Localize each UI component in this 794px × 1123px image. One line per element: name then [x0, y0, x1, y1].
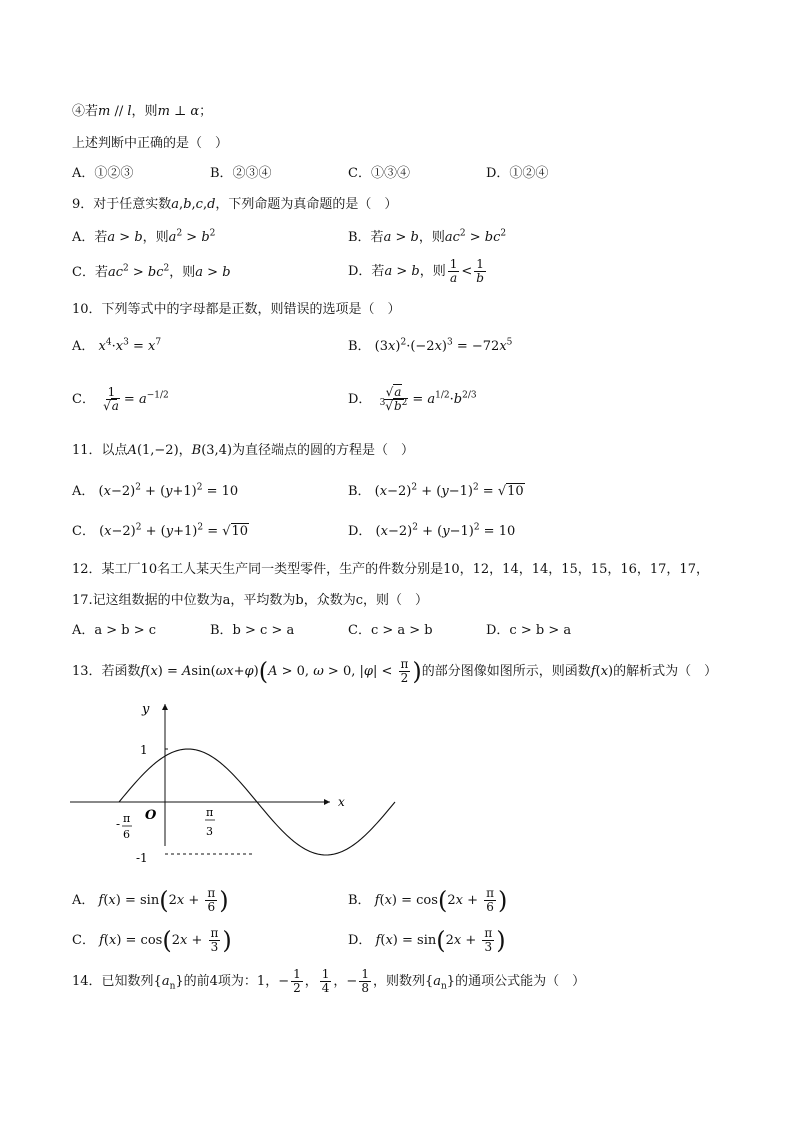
q12-option-c[interactable]: C．c > a > b: [348, 623, 433, 638]
q8-stem: 上述判断中正确的是（ ）: [72, 136, 229, 151]
q12-stem-line1: 12．某工厂10名工人某天生产同一类型零件，生产的件数分别是10，12，14，14，15，15，16，17，17，: [72, 562, 709, 577]
tick-left-root-minus: -: [116, 817, 121, 831]
q10-option-d[interactable]: D． $\frac{√a}{^3√b^2}$ = $a^{1/2}\cdot b^{2/3}$: [348, 385, 477, 413]
q8-item4: ④若m // l，则m ⊥ α；: [72, 104, 213, 119]
q11-option-c[interactable]: C． $(x-2)^2 + (y+1)^2 = √10$: [72, 522, 249, 539]
q9-option-c[interactable]: C．若$ac^2 > bc^2$，则a > b: [72, 263, 231, 280]
tick-neg-one: -1: [136, 851, 148, 865]
q12-option-d[interactable]: D．c > b > a: [486, 623, 572, 638]
q12-option-a[interactable]: A．a > b > c: [72, 623, 157, 638]
q8-option-d[interactable]: D．①②④: [486, 166, 549, 181]
sine-graph: [68, 698, 348, 865]
q12-option-b[interactable]: B．b > c > a: [210, 623, 295, 638]
x-label: x: [338, 795, 345, 809]
q12-stem-line2: 17.记这组数据的中位数为a，平均数为b，众数为c，则（ ）: [72, 593, 429, 608]
q8-option-b[interactable]: B．②③④: [210, 166, 272, 181]
q13-option-b[interactable]: B． f(x) = cos(2x + $\frac{\pi}{6}$ ): [348, 886, 508, 915]
q11-option-a[interactable]: A． $(x-2)^2 + (y+1)^2 = 10$: [72, 482, 239, 499]
q10-stem: 10．下列等式中的字母都是正数，则错误的选项是（ ）: [72, 302, 401, 317]
q11-option-d[interactable]: D． $(x-2)^2 + (y-1)^2 = 10$: [348, 522, 516, 539]
q11-stem: 11．以点A(1,−2)，B(3,4)为直径端点的圆的方程是（ ）: [72, 443, 415, 458]
tick-left-root-den: 6: [123, 828, 130, 841]
q14-stem: 14．已知数列$\{a_n\}$的前4项为：1，− $\frac{1}{2}$ ， $\frac{1}{4}$ ，− $\frac{1}{8}$ ，则数列$\{a_n\}$的通项公式能为（ ）: [72, 967, 586, 995]
tick-right-root-den: 3: [206, 825, 213, 838]
q9-option-b[interactable]: B．若a > b，则$ac^2 > bc^2$: [348, 228, 507, 245]
origin-label: O: [145, 808, 157, 823]
q9-option-a[interactable]: A．若a > b，则$a^2 > b^2$: [72, 228, 216, 245]
y-label: y: [142, 702, 150, 717]
tick-left-root-num: π: [123, 812, 131, 825]
q8-option-a[interactable]: A．①②③: [72, 166, 134, 181]
q10-option-c[interactable]: C． $\frac{1}{√a}$ = $a^{-1/2}$: [72, 385, 169, 413]
q13-option-d[interactable]: D． f(x) = sin(2x + $\frac{\pi}{3}$ ): [348, 926, 506, 955]
q13-option-c[interactable]: C． f(x) = cos(2x + $\frac{\pi}{3}$ ): [72, 926, 232, 955]
q11-option-b[interactable]: B． $(x-2)^2 + (y-1)^2 = √10$: [348, 482, 524, 499]
q13-stem: 13．若函数f(x) = Asin(ωx+φ)(A > 0, ω > 0, |φ| < $\frac{\pi}{2}$ )的部分图像如图所示，则函数f(x)的解析式为（ ）: [72, 657, 718, 686]
tick-right-root-num: π: [206, 806, 214, 819]
q9-stem: 9．对于任意实数a,b,c,d，下列命题为真命题的是（ ）: [72, 197, 398, 212]
q10-option-b[interactable]: B． $(3x)^2\cdot(-2x)^3 = -72x^5$: [348, 337, 513, 354]
q10-option-a[interactable]: A． $x^4\cdot x^3 = x^7$: [72, 337, 162, 354]
q13-option-a[interactable]: A． f(x) = sin(2x + $\frac{\pi}{6}$ ): [72, 886, 229, 915]
q9-option-d[interactable]: D．若a > b，则 $\frac{1}{a}$ < $\frac{1}{b}$: [348, 257, 484, 285]
tick-one: 1: [140, 743, 148, 757]
q8-option-c[interactable]: C．①③④: [348, 166, 410, 181]
